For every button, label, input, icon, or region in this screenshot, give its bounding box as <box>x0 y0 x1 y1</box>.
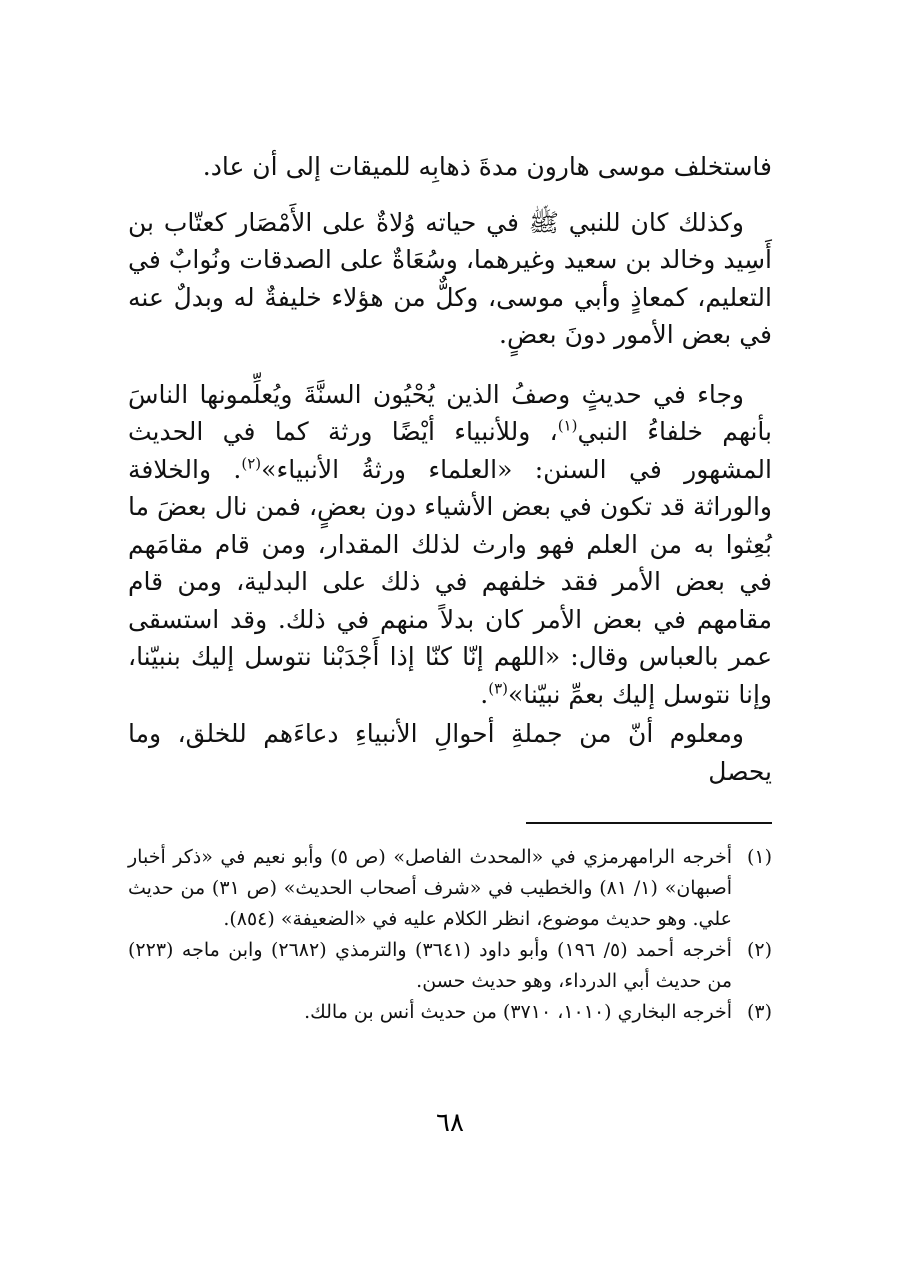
footnote-3 <box>128 997 772 1028</box>
main-text <box>128 148 772 790</box>
paragraph-3 <box>128 376 772 714</box>
footnote-ref-1: (١) <box>557 416 578 435</box>
footnote-number: (٢) <box>746 939 772 961</box>
paragraph-2: وكذلك كان للنبي ﷺ في حياته وُلاةٌ على الأَمْصَار كعتّاب بن أَسِيد وخالد بن سعيد وغيرهما، وسُعَاةٌ على الصدقات ونُوابٌ في التعليم، كمعاذٍ وأبي موسى، وكلٌّ من هؤلاء خليفةٌ له وبدلٌ عنه في بعض الأمور دونَ بعضٍ. <box>128 207 772 349</box>
footnote-ref-2: (٢) <box>241 454 262 473</box>
footnote-ref-3: (٣) <box>488 679 508 698</box>
paragraph-3-part-4: . <box>480 679 489 709</box>
paragraph-1: فاستخلف موسى هارون مدةَ ذهابِه للميقات إلى أن عاد. <box>202 152 772 181</box>
footnote-number: (١) <box>746 846 772 868</box>
footnote-1 <box>128 842 772 935</box>
footnote-text: أخرجه أحمد (٥/ ١٩٦) وأبو داود (٣٦٤١) والترمذي (٢٦٨٢) وابن ماجه (٢٢٣) من حديث أبي الدرداء، وهو حديث حسن. <box>128 939 732 992</box>
paragraph-3-part-3: . والخلافة والوراثة قد تكون في بعض الأشياء دون بعضٍ، فمن نال بعضَ ما بُعِثوا به من العلم فهو وارث لذلك المقدار، ومن قام مقامَهم في بعض الأمر فقد خلفهم في ذلك على البدلية، ومن قام مقامهم في بعض الأمر كان بدلاً منهم في ذلك. وقد استسقى عمر بالعباس وقال: «اللهم إنّا كنّا إذا أَجْدَبْنا نتوسل إليك بنبيّنا، وإنا نتوسل إليك بعمِّ نبيّنا» <box>128 454 772 709</box>
footnote-text: أخرجه الرامهرمزي في «المحدث الفاصل» (ص ٥) وأبو نعيم في «ذكر أخبار أصبهان» (١/ ٨١) والخطيب في «شرف أصحاب الحديث» (ص ٣١) من حديث علي. وهو حديث موضوع، انظر الكلام عليه في «الضعيفة» (٨٥٤). <box>128 846 732 930</box>
footnote-text: أخرجه البخاري (١٠١٠، ٣٧١٠) من حديث أنس بن مالك. <box>304 1001 732 1023</box>
paragraph-3-part-1: وجاء في حديثٍ وصفُ الذين يُحْيُون السنَّةَ ويُعلِّمونها الناسَ بأنهم خلفاءُ النبي <box>128 379 772 446</box>
footnote-number: (٣) <box>746 1001 772 1023</box>
footnote-2 <box>128 935 772 997</box>
paragraph-4: ومعلوم أنّ من جملةِ أحوالِ الأنبياءِ دعاءَهم للخلق، وما يحصل <box>128 719 772 786</box>
page-number: ٦٨ <box>436 1108 464 1138</box>
footnotes <box>128 842 772 1028</box>
footnote-separator <box>526 822 772 824</box>
paragraph-3-part-2: ، وللأنبياء أيْضًا ورثة كما في الحديث المشهور في السنن: «العلماء ورثةُ الأنبياء» <box>128 417 772 484</box>
